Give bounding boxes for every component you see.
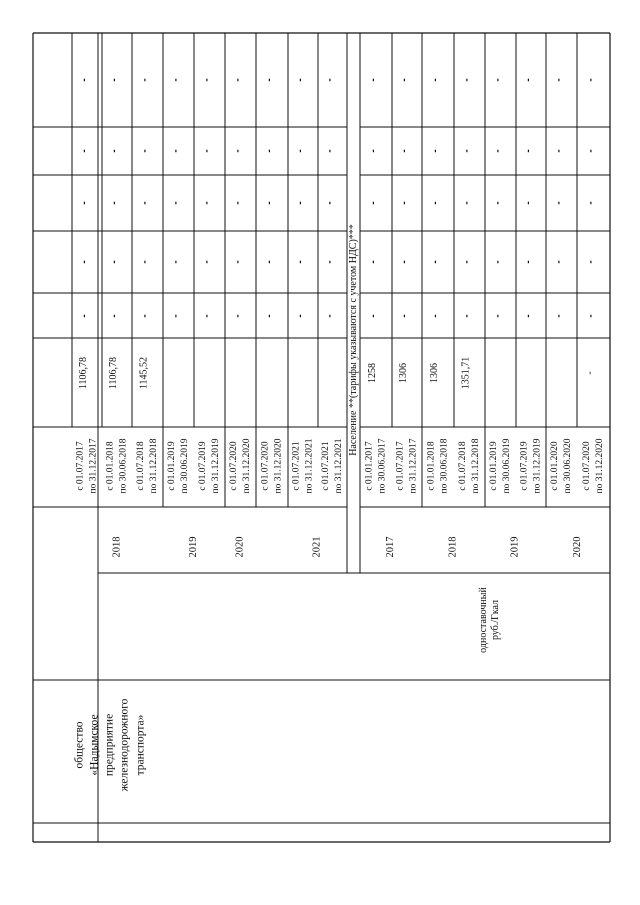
empty-cell-dash: -: [523, 201, 534, 205]
empty-cell-dash: -: [523, 149, 534, 153]
period-to: по 31.12.2017: [408, 438, 419, 494]
empty-cell-dash: -: [585, 260, 597, 264]
period-to: по 31.12.2020: [273, 438, 284, 494]
period-to: по 31.12.2021: [304, 438, 315, 494]
empty-cell-dash: -: [553, 149, 565, 153]
empty-cell-dash: -: [430, 149, 441, 153]
empty-cell-dash: -: [109, 78, 120, 82]
empty-cell-dash: -: [295, 149, 306, 153]
organization-name-line: предприятие: [103, 713, 116, 777]
empty-cell-dash: -: [399, 260, 410, 264]
empty-cell-dash: -: [553, 78, 565, 82]
empty-cell-dash: -: [139, 314, 151, 318]
organization-name-line: общество: [73, 721, 86, 769]
empty-cell-dash: -: [430, 314, 441, 318]
organization-name-line: железнодорожного: [118, 698, 131, 792]
tariff-value: 1106,78: [78, 356, 89, 390]
empty-cell-dash: -: [585, 149, 597, 153]
year-cell: 2017: [384, 536, 396, 558]
empty-cell-dash: -: [201, 149, 213, 153]
empty-cell-dash: -: [368, 78, 379, 82]
period-from: с 01.07.2017: [75, 441, 86, 491]
period-from: с 01.07.2019: [197, 441, 208, 491]
empty-cell-dash: -: [232, 78, 244, 82]
empty-cell-dash: -: [109, 149, 120, 153]
period-to: по 31.12.2018: [470, 438, 481, 494]
empty-cell-dash: -: [232, 260, 244, 264]
tariff-value: 1351,71: [460, 356, 472, 390]
empty-cell-dash: -: [170, 314, 182, 318]
period-from: с 01.07.2020: [581, 441, 592, 491]
tariff-value: 1145,52: [138, 356, 150, 390]
empty-cell-dash: -: [109, 201, 120, 205]
period-to: по 31.12.2018: [148, 438, 159, 494]
empty-cell-dash: -: [79, 260, 90, 264]
period-to: по 31.12.2019: [210, 438, 221, 494]
tariff-value: 1306: [398, 363, 409, 383]
empty-cell-dash: -: [139, 149, 151, 153]
empty-cell-dash: -: [430, 260, 441, 264]
empty-cell-dash: -: [399, 78, 410, 82]
period-to: по 31.12.2017: [88, 438, 99, 494]
empty-cell-dash: -: [585, 78, 597, 82]
empty-cell-dash: -: [295, 260, 306, 264]
empty-cell-dash: -: [139, 201, 151, 205]
organization-name-line: транспорта»: [134, 714, 147, 776]
empty-cell-dash: -: [585, 314, 597, 318]
period-from: с 01.07.2020: [228, 441, 239, 491]
period-from: с 01.07.2020: [260, 441, 271, 491]
empty-cell-dash: -: [368, 149, 379, 153]
empty-cell-dash: -: [324, 201, 336, 205]
empty-cell-dash: -: [399, 149, 410, 153]
period-from: с 01.01.2020: [549, 441, 560, 491]
empty-cell-dash: -: [399, 201, 410, 205]
empty-cell-dash: -: [492, 78, 504, 82]
population-header: Население **(тарифы указываются с учетом НДС)***: [348, 224, 359, 456]
period-from: с 01.07.2021: [291, 441, 302, 491]
empty-cell-dash: -: [232, 149, 244, 153]
empty-cell-dash: -: [264, 78, 275, 82]
empty-cell-dash: -: [368, 314, 379, 318]
empty-cell-dash: -: [295, 201, 306, 205]
year-cell: 2018: [447, 536, 459, 558]
year-cell: 2021: [311, 536, 323, 558]
tariff-value: 1306: [429, 363, 440, 383]
empty-cell-dash: -: [553, 260, 565, 264]
empty-cell-dash: -: [492, 260, 504, 264]
empty-cell-dash: -: [139, 260, 151, 264]
period-to: по 31.12.2021: [333, 438, 344, 494]
period-to: по 31.12.2019: [532, 438, 543, 494]
period-from: с 01.01.2018: [105, 441, 116, 491]
empty-cell-dash: -: [553, 201, 565, 205]
empty-cell-dash: -: [461, 201, 473, 205]
empty-cell-dash: -: [461, 149, 473, 153]
empty-cell-dash: -: [295, 78, 306, 82]
empty-cell-dash: -: [109, 314, 120, 318]
empty-cell-dash: -: [264, 260, 275, 264]
period-from: с 01.07.2017: [395, 441, 406, 491]
empty-cell-dash: -: [399, 314, 410, 318]
empty-cell-dash: -: [461, 78, 473, 82]
year-cell: 2018: [111, 536, 123, 558]
organization-name-line: «Надымское: [88, 714, 101, 776]
empty-cell-dash: -: [201, 314, 213, 318]
empty-cell-dash: -: [492, 149, 504, 153]
tariff-value: 1106,78: [108, 356, 119, 390]
tariff-value: -: [584, 371, 596, 375]
empty-cell-dash: -: [264, 149, 275, 153]
period-to: по 31.12.2020: [594, 438, 605, 494]
empty-cell-dash: -: [430, 201, 441, 205]
empty-cell-dash: -: [170, 201, 182, 205]
year-cell: 2020: [234, 536, 246, 558]
empty-cell-dash: -: [492, 314, 504, 318]
unit-label: руб./Гкал: [490, 599, 501, 641]
empty-cell-dash: -: [170, 149, 182, 153]
empty-cell-dash: -: [523, 78, 534, 82]
empty-cell-dash: -: [170, 260, 182, 264]
period-to: по 30.06.2017: [377, 438, 388, 494]
year-cell: 2019: [509, 536, 521, 558]
empty-cell-dash: -: [523, 314, 534, 318]
period-to: по 30.06.2018: [118, 438, 129, 494]
period-from: с 01.01.2018: [426, 441, 437, 491]
empty-cell-dash: -: [585, 201, 597, 205]
period-to: по 30.06.2018: [439, 438, 450, 494]
empty-cell-dash: -: [295, 314, 306, 318]
empty-cell-dash: -: [139, 78, 151, 82]
empty-cell-dash: -: [232, 314, 244, 318]
empty-cell-dash: -: [170, 78, 182, 82]
empty-cell-dash: -: [79, 149, 90, 153]
year-cell: 2020: [571, 536, 583, 558]
year-cell: 2019: [187, 536, 199, 558]
empty-cell-dash: -: [264, 314, 275, 318]
period-to: по 30.06.2020: [562, 438, 573, 494]
period-from: с 01.01.2017: [364, 441, 375, 491]
unit-label: одноставочный: [478, 587, 489, 653]
period-to: по 31.12.2020: [241, 438, 252, 494]
period-from: с 01.07.2018: [135, 441, 146, 491]
empty-cell-dash: -: [324, 260, 336, 264]
empty-cell-dash: -: [324, 314, 336, 318]
period-from: с 01.07.2019: [519, 441, 530, 491]
empty-cell-dash: -: [368, 201, 379, 205]
period-from: с 01.01.2019: [488, 441, 499, 491]
tariff-value: 1258: [367, 363, 378, 383]
empty-cell-dash: -: [201, 78, 213, 82]
empty-cell-dash: -: [79, 78, 90, 82]
empty-cell-dash: -: [368, 260, 379, 264]
period-to: по 30.06.2019: [501, 438, 512, 494]
empty-cell-dash: -: [324, 78, 336, 82]
empty-cell-dash: -: [201, 201, 213, 205]
empty-cell-dash: -: [264, 201, 275, 205]
empty-cell-dash: -: [430, 78, 441, 82]
empty-cell-dash: -: [492, 201, 504, 205]
period-to: по 30.06.2019: [179, 438, 190, 494]
empty-cell-dash: -: [109, 260, 120, 264]
period-from: с 01.07.2018: [457, 441, 468, 491]
empty-cell-dash: -: [79, 314, 90, 318]
period-from: с 01.01.2019: [166, 441, 177, 491]
empty-cell-dash: -: [79, 201, 90, 205]
empty-cell-dash: -: [232, 201, 244, 205]
empty-cell-dash: -: [201, 260, 213, 264]
empty-cell-dash: -: [553, 314, 565, 318]
empty-cell-dash: -: [324, 149, 336, 153]
empty-cell-dash: -: [461, 314, 473, 318]
empty-cell-dash: -: [523, 260, 534, 264]
empty-cell-dash: -: [461, 260, 473, 264]
period-from: с 01.07.2021: [320, 441, 331, 491]
